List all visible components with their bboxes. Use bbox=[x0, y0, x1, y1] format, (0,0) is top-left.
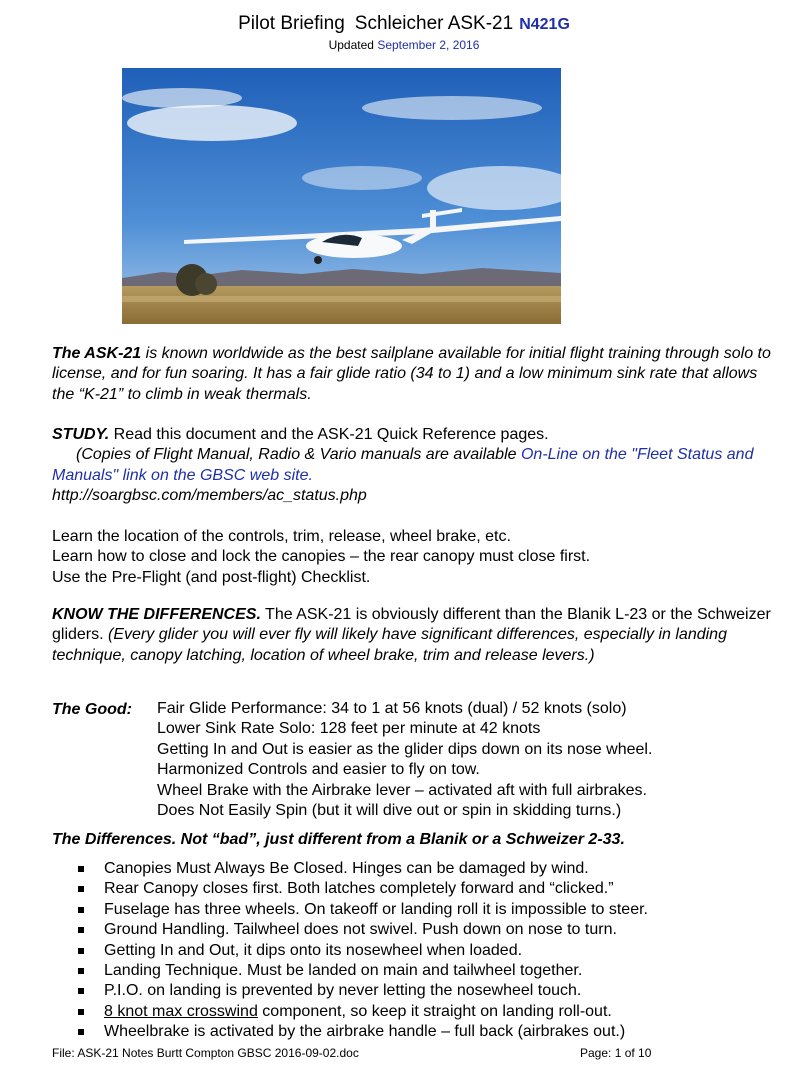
list-item bbox=[78, 920, 768, 940]
updated-label: Updated bbox=[328, 38, 374, 52]
glider-photo-image bbox=[122, 68, 561, 324]
title-subject: Schleicher ASK-21 bbox=[354, 13, 514, 34]
good-list bbox=[157, 699, 777, 821]
list-item: Lower Sink Rate Solo: 128 feet per minute at 42 knots bbox=[157, 720, 541, 738]
know-lead: KNOW THE DIFFERENCES. bbox=[52, 606, 261, 623]
learn-line: Learn how to close and lock the canopies – the rear canopy must close first. bbox=[52, 548, 591, 566]
list-item-text: Wheelbrake is activated by the airbrake handle – full back (airbrakes out.) bbox=[104, 1023, 626, 1041]
study-url[interactable]: http://soargbsc.com/members/ac_status.php bbox=[52, 487, 367, 505]
manuals-link[interactable]: On-Line on the "Fleet Status and Manuals" link on the GBSC web site. bbox=[52, 446, 754, 484]
list-item-text: Getting In and Out, it dips onto its nosewheel when loaded. bbox=[104, 941, 523, 959]
list-item: Does Not Easily Spin (but it will dive out or spin in skidding turns.) bbox=[157, 802, 622, 820]
bullet-icon bbox=[78, 927, 84, 933]
intro-paragraph bbox=[52, 344, 772, 405]
study-copies-text: (Copies of Flight Manual, Radio & Vario manuals are available bbox=[76, 446, 521, 464]
study-copies bbox=[52, 445, 772, 486]
bullet-icon bbox=[78, 948, 84, 954]
study-line bbox=[52, 425, 772, 445]
glider-photo bbox=[122, 68, 561, 324]
footer-page: Page: 1 of 10 bbox=[580, 1046, 652, 1060]
study-paragraph bbox=[52, 425, 772, 507]
learn-block bbox=[52, 527, 772, 588]
differences-list bbox=[78, 859, 768, 1043]
good-label: The Good: bbox=[52, 701, 132, 718]
study-lead: STUDY. bbox=[52, 426, 110, 443]
list-item-text: Canopies Must Always Be Closed. Hinges can be damaged by wind. bbox=[104, 860, 589, 877]
bullet-icon bbox=[78, 866, 84, 872]
crosswind-rest: component, so keep it straight on landing roll-out. bbox=[257, 1002, 612, 1020]
differences-heading: The Differences. Not “bad”, just different from a Blanik or a Schweizer 2-33. bbox=[52, 831, 625, 848]
list-item-text: Landing Technique. Must be landed on main and tailwheel together. bbox=[104, 962, 583, 980]
list-item bbox=[78, 900, 768, 920]
list-item bbox=[78, 1002, 768, 1022]
page-title bbox=[0, 13, 808, 35]
list-item bbox=[78, 981, 768, 1001]
bullet-icon bbox=[78, 907, 84, 913]
registration-number: N421G bbox=[519, 16, 570, 33]
learn-line: Use the Pre-Flight (and post-flight) Checklist. bbox=[52, 568, 371, 586]
know-italic: (Every glider you will ever fly will likely have significant differences, especially in landing technique, canopy latching, location of wheel brake, trim and release levers.) bbox=[52, 626, 727, 664]
list-item-text: Rear Canopy closes first. Both latches completely forward and “clicked.” bbox=[104, 880, 614, 898]
intro-text: is known worldwide as the best sailplane available for initial flight training through solo to license, and for fun soaring. It has a fair glide ratio (34 to 1) and a low minimum sink rate that allows the “K-21” to climb in weak thermals. bbox=[52, 345, 771, 403]
list-item: Harmonized Controls and easier to fly on tow. bbox=[157, 761, 480, 779]
updated-date: September 2, 2016 bbox=[377, 38, 480, 52]
title-text: Pilot Briefing bbox=[238, 13, 345, 34]
list-item-text: Ground Handling. Tailwheel does not swivel. Push down on nose to turn. bbox=[104, 921, 617, 939]
bullet-icon bbox=[78, 886, 84, 892]
bullet-icon bbox=[78, 1029, 84, 1035]
know-text: The ASK-21 is obviously different than the Blanik L-23 or the Schweizer gliders. bbox=[52, 606, 771, 644]
list-item: Wheel Brake with the Airbrake lever – activated aft with full airbrakes. bbox=[157, 781, 647, 799]
intro-lead: The ASK-21 bbox=[52, 345, 142, 362]
list-item bbox=[78, 1022, 768, 1042]
crosswind-underlined: 8 knot max crosswind bbox=[104, 1002, 258, 1020]
bullet-icon bbox=[78, 988, 84, 994]
list-item: Fair Glide Performance: 34 to 1 at 56 knots (dual) / 52 knots (solo) bbox=[157, 700, 627, 717]
updated-line bbox=[0, 38, 808, 52]
list-item-text: Fuselage has three wheels. On takeoff or landing roll it is impossible to steer. bbox=[104, 900, 648, 918]
footer-file: File: ASK-21 Notes Burtt Compton GBSC 2016-09-02.doc bbox=[52, 1046, 359, 1060]
list-item-text: P.I.O. on landing is prevented by never letting the nosewheel touch. bbox=[104, 982, 582, 1000]
list-item bbox=[78, 859, 768, 879]
list-item: Getting In and Out is easier as the glider dips down on its nose wheel. bbox=[157, 740, 653, 758]
list-item bbox=[78, 941, 768, 961]
list-item bbox=[78, 879, 768, 899]
study-text: Read this document and the ASK-21 Quick Reference pages. bbox=[109, 426, 549, 443]
bullet-icon bbox=[78, 968, 84, 974]
list-item bbox=[78, 961, 768, 981]
learn-line: Learn the location of the controls, trim, release, wheel brake, etc. bbox=[52, 528, 511, 545]
know-differences-paragraph bbox=[52, 605, 772, 666]
bullet-icon bbox=[78, 1009, 84, 1015]
